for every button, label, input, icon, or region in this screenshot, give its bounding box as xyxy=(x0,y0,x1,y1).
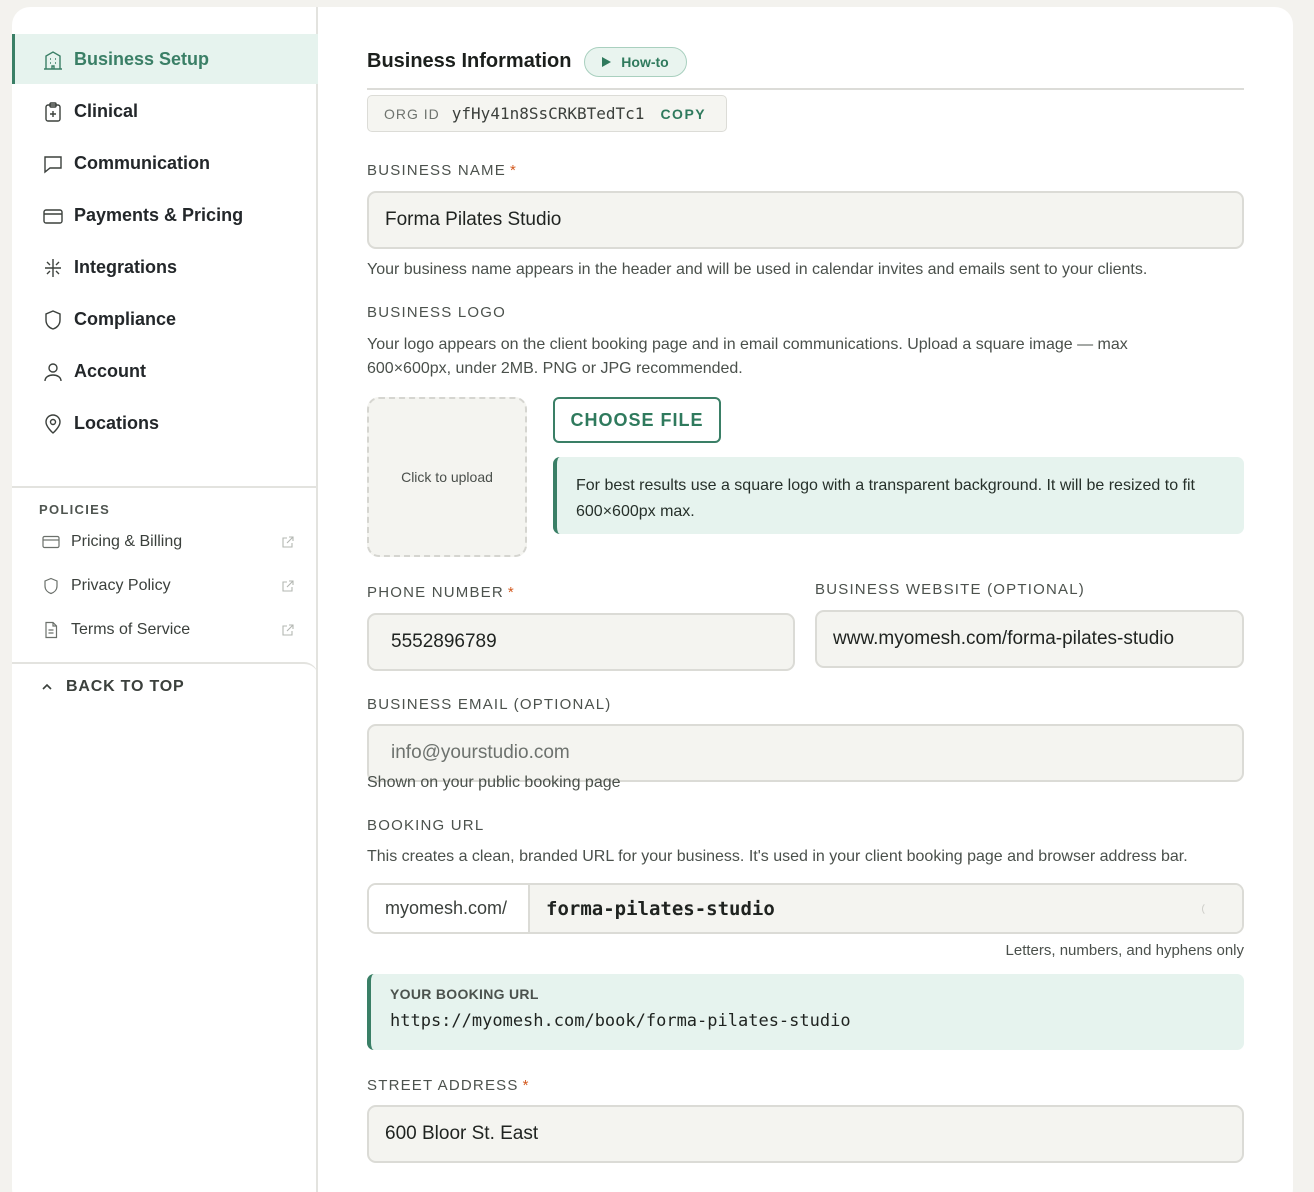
page-title: Business Information xyxy=(367,50,572,72)
copy-button[interactable]: COPY xyxy=(660,105,707,122)
org-id-value: yfHy41n8SsCRKBTedTc1 xyxy=(451,104,645,123)
business-name-help: Your business name appears in the header and will be used in calendar invites and emails sent to your clients. xyxy=(367,261,1148,278)
phone-number-input[interactable]: 5552896789 xyxy=(367,613,795,671)
business-website-input[interactable]: www.myomesh.com/forma-pilates-studio xyxy=(815,610,1244,668)
phone-number-label-text: PHONE NUMBER xyxy=(367,584,504,601)
title-divider xyxy=(367,88,1244,90)
sidebar-item-compliance[interactable] xyxy=(12,294,318,344)
business-name-label-text: BUSINESS NAME xyxy=(367,162,506,179)
booking-url-field xyxy=(367,883,1244,934)
sidebar-item-integrations[interactable] xyxy=(12,242,318,292)
policies-heading: POLICIES xyxy=(39,502,111,517)
sidebar xyxy=(12,7,318,1192)
play-icon xyxy=(602,57,611,67)
policy-label: Pricing & Billing xyxy=(71,533,183,550)
document-icon xyxy=(42,621,60,639)
booking-url-preview-title: YOUR BOOKING URL xyxy=(390,986,539,1002)
booking-url-slug-value: forma-pilates-studio xyxy=(546,897,775,920)
business-logo-help: Your logo appears on the client booking page and in email communications. Upload a square image — max 600×600px, under 2MB. PNG or JPG recommended. xyxy=(367,336,1128,377)
logo-upload-dropzone[interactable]: Click to upload xyxy=(367,397,527,557)
sidebar-item-account[interactable] xyxy=(12,346,318,396)
sidebar-nav xyxy=(12,34,318,450)
logo-tip: For best results use a square logo with a transparent background. It will be resized to fit 600×600px max. xyxy=(553,457,1244,534)
sidebar-item-label: Account xyxy=(74,360,146,381)
business-website-label: BUSINESS WEBSITE (OPTIONAL) xyxy=(815,581,1085,598)
sidebar-item-label: Integrations xyxy=(74,256,178,277)
credit-card-icon xyxy=(42,205,64,227)
business-name-label xyxy=(367,162,517,179)
street-address-label xyxy=(367,1077,530,1094)
sparkle-icon xyxy=(42,257,64,279)
external-link-icon xyxy=(281,624,294,637)
howto-label: How-to xyxy=(621,54,669,70)
shield-icon xyxy=(42,309,64,331)
credit-card-icon xyxy=(42,533,60,551)
org-id-label: ORG ID xyxy=(384,105,440,122)
sidebar-item-label: Business Setup xyxy=(74,48,210,69)
street-address-input[interactable]: 600 Bloor St. East xyxy=(367,1105,1244,1163)
booking-url-preview xyxy=(367,974,1244,1050)
phone-number-label xyxy=(367,584,515,601)
howto-button[interactable] xyxy=(584,47,687,77)
sidebar-item-payments-pricing[interactable] xyxy=(12,190,318,240)
user-icon xyxy=(42,361,64,383)
sidebar-item-label: Locations xyxy=(74,412,160,433)
choose-file-button[interactable]: CHOOSE FILE xyxy=(553,397,721,443)
sidebar-divider xyxy=(12,486,318,488)
required-marker: * xyxy=(509,162,518,179)
policy-label: Privacy Policy xyxy=(71,577,171,594)
sidebar-item-clinical[interactable] xyxy=(12,86,318,136)
sidebar-item-label: Payments & Pricing xyxy=(74,204,244,225)
booking-url-slug-input[interactable] xyxy=(530,885,1242,932)
booking-url-preview-value: https://myomesh.com/book/forma-pilates-studio xyxy=(390,1011,851,1031)
back-to-top-label: BACK TO TOP xyxy=(66,678,185,695)
sidebar-item-communication[interactable] xyxy=(12,138,318,188)
chat-bubble-icon xyxy=(42,153,64,175)
required-marker: * xyxy=(507,584,515,601)
external-link-icon xyxy=(281,580,294,593)
back-to-top-button[interactable] xyxy=(40,678,184,696)
booking-url-hint: Letters, numbers, and hyphens only xyxy=(1005,942,1244,959)
policy-label: Terms of Service xyxy=(71,621,191,638)
business-email-help: Shown on your public booking page xyxy=(367,774,621,791)
org-id-box xyxy=(367,95,727,132)
clipboard-plus-icon xyxy=(42,101,64,123)
business-name-input[interactable]: Forma Pilates Studio xyxy=(367,191,1244,249)
shield-icon xyxy=(42,577,60,595)
sidebar-item-locations[interactable] xyxy=(12,398,318,448)
policy-link-privacy-policy[interactable] xyxy=(39,571,294,601)
chevron-up-icon xyxy=(40,680,54,694)
loading-spinner-icon xyxy=(1202,902,1216,916)
required-marker: * xyxy=(522,1077,530,1094)
building-icon xyxy=(42,49,64,71)
sidebar-item-label: Communication xyxy=(74,152,211,173)
settings-card xyxy=(12,7,1293,1192)
booking-url-label: BOOKING URL xyxy=(367,817,485,834)
sidebar-item-label: Compliance xyxy=(74,308,177,329)
external-link-icon xyxy=(281,536,294,549)
map-pin-icon xyxy=(42,413,64,435)
sidebar-item-business-setup[interactable] xyxy=(12,34,318,84)
booking-url-prefix: myomesh.com/ xyxy=(369,885,530,932)
sidebar-item-label: Clinical xyxy=(74,100,139,121)
policy-link-pricing-billing[interactable] xyxy=(39,527,294,557)
booking-url-help: This creates a clean, branded URL for your business. It's used in your client booking page and browser address bar. xyxy=(367,848,1188,865)
street-address-label-text: STREET ADDRESS xyxy=(367,1077,519,1094)
business-email-label: BUSINESS EMAIL (OPTIONAL) xyxy=(367,696,612,713)
business-logo-label: BUSINESS LOGO xyxy=(367,304,506,321)
business-email-input[interactable]: info@yourstudio.com xyxy=(367,724,1244,782)
policy-link-terms-of-service[interactable] xyxy=(39,615,294,645)
